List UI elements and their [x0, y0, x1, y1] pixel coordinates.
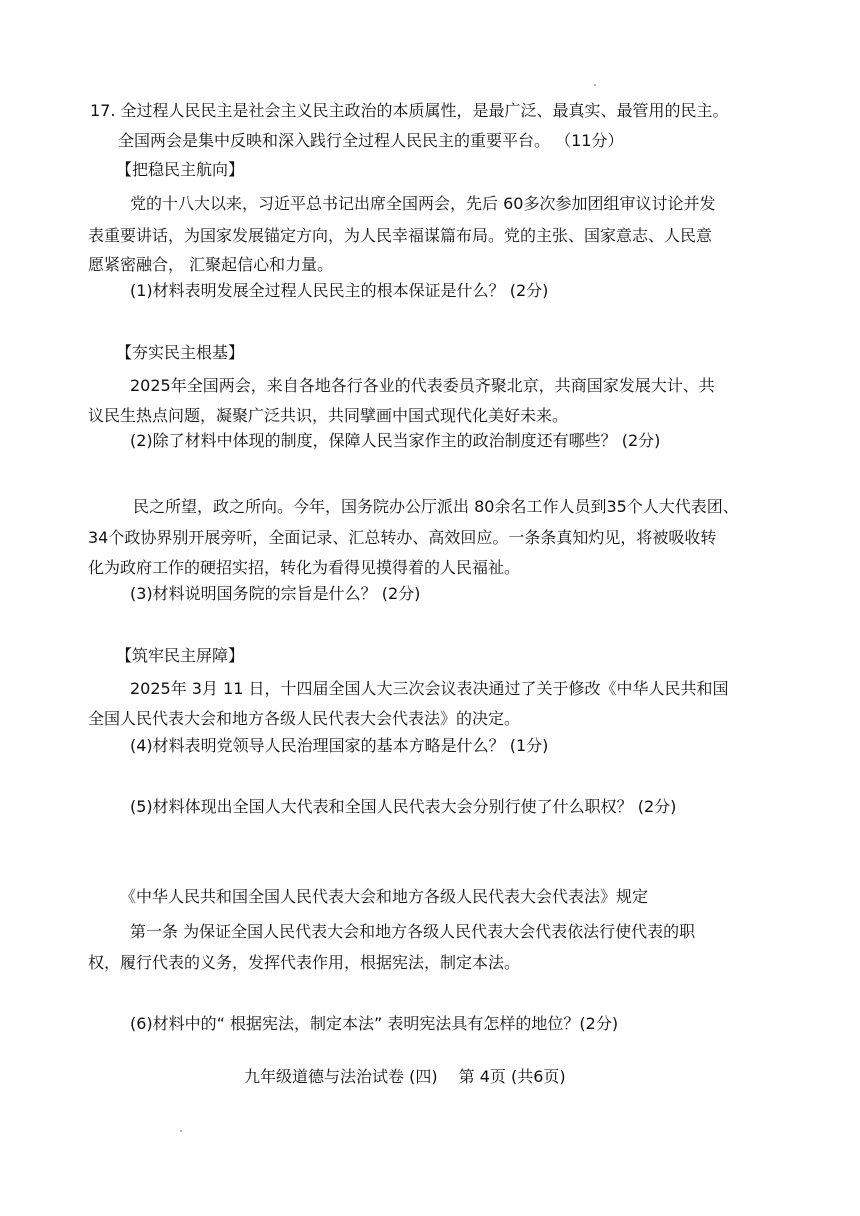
material-line: 化为政府工作的硬招实招，转化为看得见摸得着的人民福祉。 [88, 558, 521, 577]
material-line: 全国人民代表大会和地方各级人民代表大会代表法》的决定。 [88, 709, 521, 728]
sub-question-4: (4)材料表明党领导人民治理国家的基本方略是什么？ (1分) [130, 736, 549, 755]
question-intro-line2: 全国两会是集中反映和深入践行全过程人民民主的重要平台。 （11分） [118, 131, 624, 150]
material-line: 2025年全国两会，来自各地各行各业的代表委员齐聚北京，共商国家发展大计、共 [130, 376, 715, 395]
law-text-line: 第一条 为保证全国人民代表大会和地方各级人民代表大会代表依法行使代表的职 [130, 922, 696, 941]
material-line: 表重要讲话，为国家发展锚定方向，为人民幸福谋篇布局。党的主张、国家意志、人民意 [88, 226, 713, 245]
material-line: 党的十八大以来，习近平总书记出席全国两会，先后 60多次参加团组审议讨论并发 [130, 194, 716, 213]
section-heading: 【筑牢民主屏障】 [116, 646, 245, 665]
page-footer: 九年级道德与法治试卷 (四) 第 4页 (共6页) [244, 1067, 566, 1086]
section-heading: 【把稳民主航向】 [116, 160, 245, 179]
sub-question-1: (1)材料表明发展全过程人民民主的根本保证是什么？ (2分) [130, 281, 549, 300]
material-line: 愿紧密融合， 汇聚起信心和力量。 [88, 255, 334, 274]
law-text-line: 权，履行代表的义务，发挥代表作用，根据宪法，制定本法。 [88, 953, 521, 972]
scan-dot [594, 84, 596, 86]
material-line: 民之所望，政之所向。今年，国务院办公厅派出 80余名工作人员到35个人大代表团、 [133, 497, 739, 516]
sub-question-2: (2)除了材料中体现的制度，保障人民当家作主的政治制度还有哪些？ (2分) [130, 431, 661, 450]
material-line: 议民生热点问题，凝聚广泛共识，共同擘画中国式现代化美好未来。 [88, 406, 569, 425]
material-line: 2025年 3月 11 日，十四届全国人大三次会议表决通过了关于修改《中华人民共和国 [130, 679, 729, 698]
question-intro-line1: 17. 全过程人民民主是社会主义民主政治的本质属性，是最广泛、最真实、最管用的民主。 [90, 101, 729, 120]
sub-question-5: (5)材料体现出全国人大代表和全国人民代表大会分别行使了什么职权？ (2分) [130, 797, 677, 816]
section-heading: 【夯实民主根基】 [116, 343, 245, 362]
scan-dot [180, 1130, 182, 1132]
material-line: 34个政协界别开展旁听，全面记录、汇总转办、高效回应。一条条真知灼见，将被吸收转 [88, 528, 717, 547]
sub-question-6: (6)材料中的“ 根据宪法，制定本法” 表明宪法具有怎样的地位？(2分) [130, 1014, 619, 1033]
sub-question-3: (3)材料说明国务院的宗旨是什么？ (2分) [130, 584, 421, 603]
law-title: 《中华人民共和国全国人民代表大会和地方各级人民代表大会代表法》规定 [120, 887, 649, 906]
